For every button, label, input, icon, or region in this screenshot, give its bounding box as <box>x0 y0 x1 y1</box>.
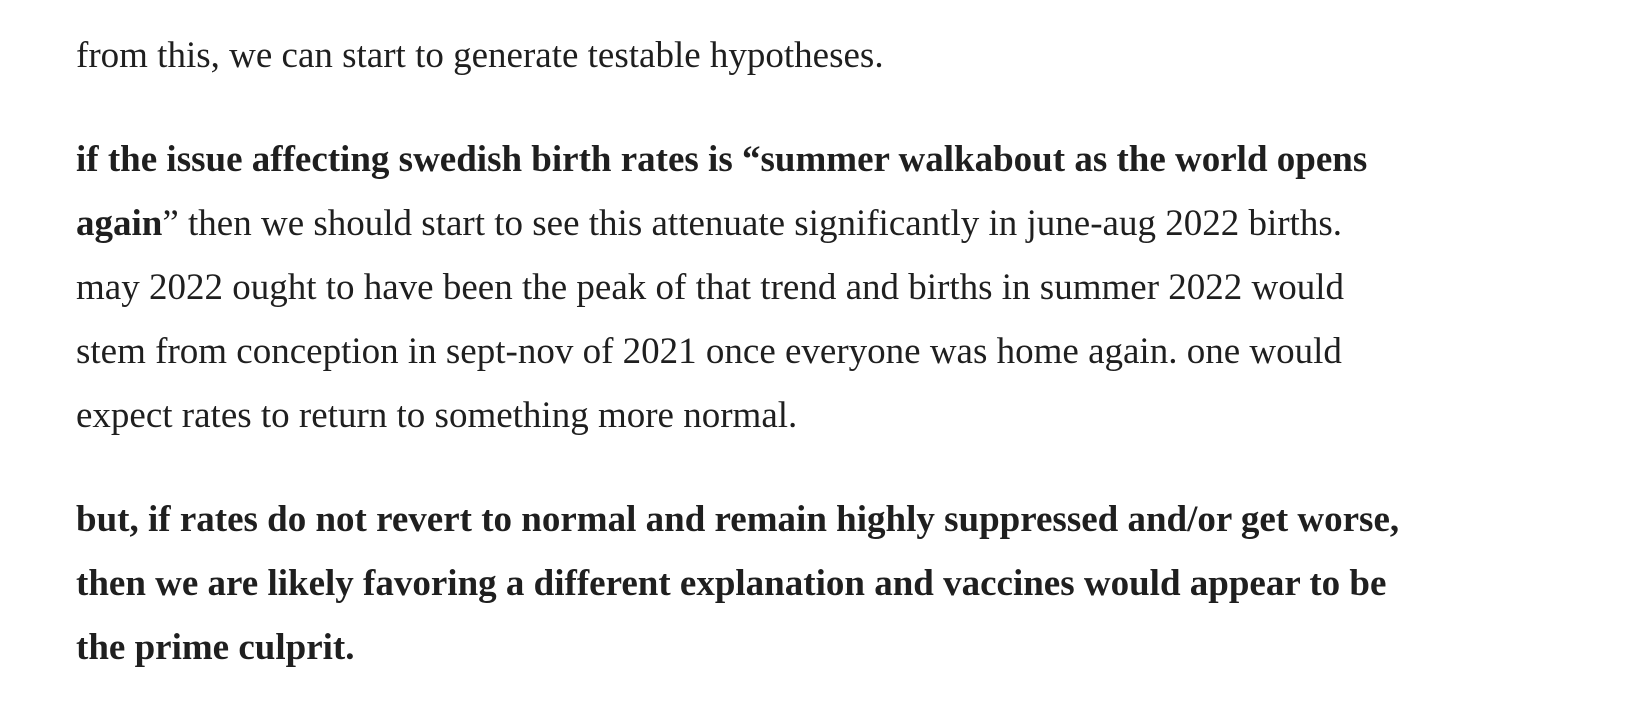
article-body <box>76 24 1596 680</box>
text-line <box>76 488 1596 552</box>
paragraph-hypothesis-vaccines <box>76 488 1596 680</box>
text-line <box>76 192 1596 256</box>
text-line: may 2022 ought to have been the peak of that trend and births in summer 2022 would <box>76 267 1345 308</box>
text-line: stem from conception in sept-nov of 2021 once everyone was home again. one would <box>76 331 1342 372</box>
paragraph-intro <box>76 24 1596 88</box>
text-line <box>76 616 1596 680</box>
regular-text: ” then we should start to see this attenuate significantly in june-aug 2022 births. <box>162 203 1342 244</box>
text-line <box>76 128 1596 192</box>
text-line: expect rates to return to something more normal. <box>76 395 798 436</box>
bold-text: then we are likely favoring a different explanation and vaccines would appear to be <box>76 563 1387 604</box>
text-line: from this, we can start to generate testable hypotheses. <box>76 35 884 76</box>
paragraph-hypothesis-walkabout <box>76 128 1596 448</box>
bold-text: but, if rates do not revert to normal and remain highly suppressed and/or get worse, <box>76 499 1400 540</box>
bold-text: if the issue affecting swedish birth rates is “summer walkabout as the world opens <box>76 139 1368 180</box>
bold-text: the prime culprit. <box>76 627 355 668</box>
bold-text: again <box>76 203 163 244</box>
text-line <box>76 552 1596 616</box>
